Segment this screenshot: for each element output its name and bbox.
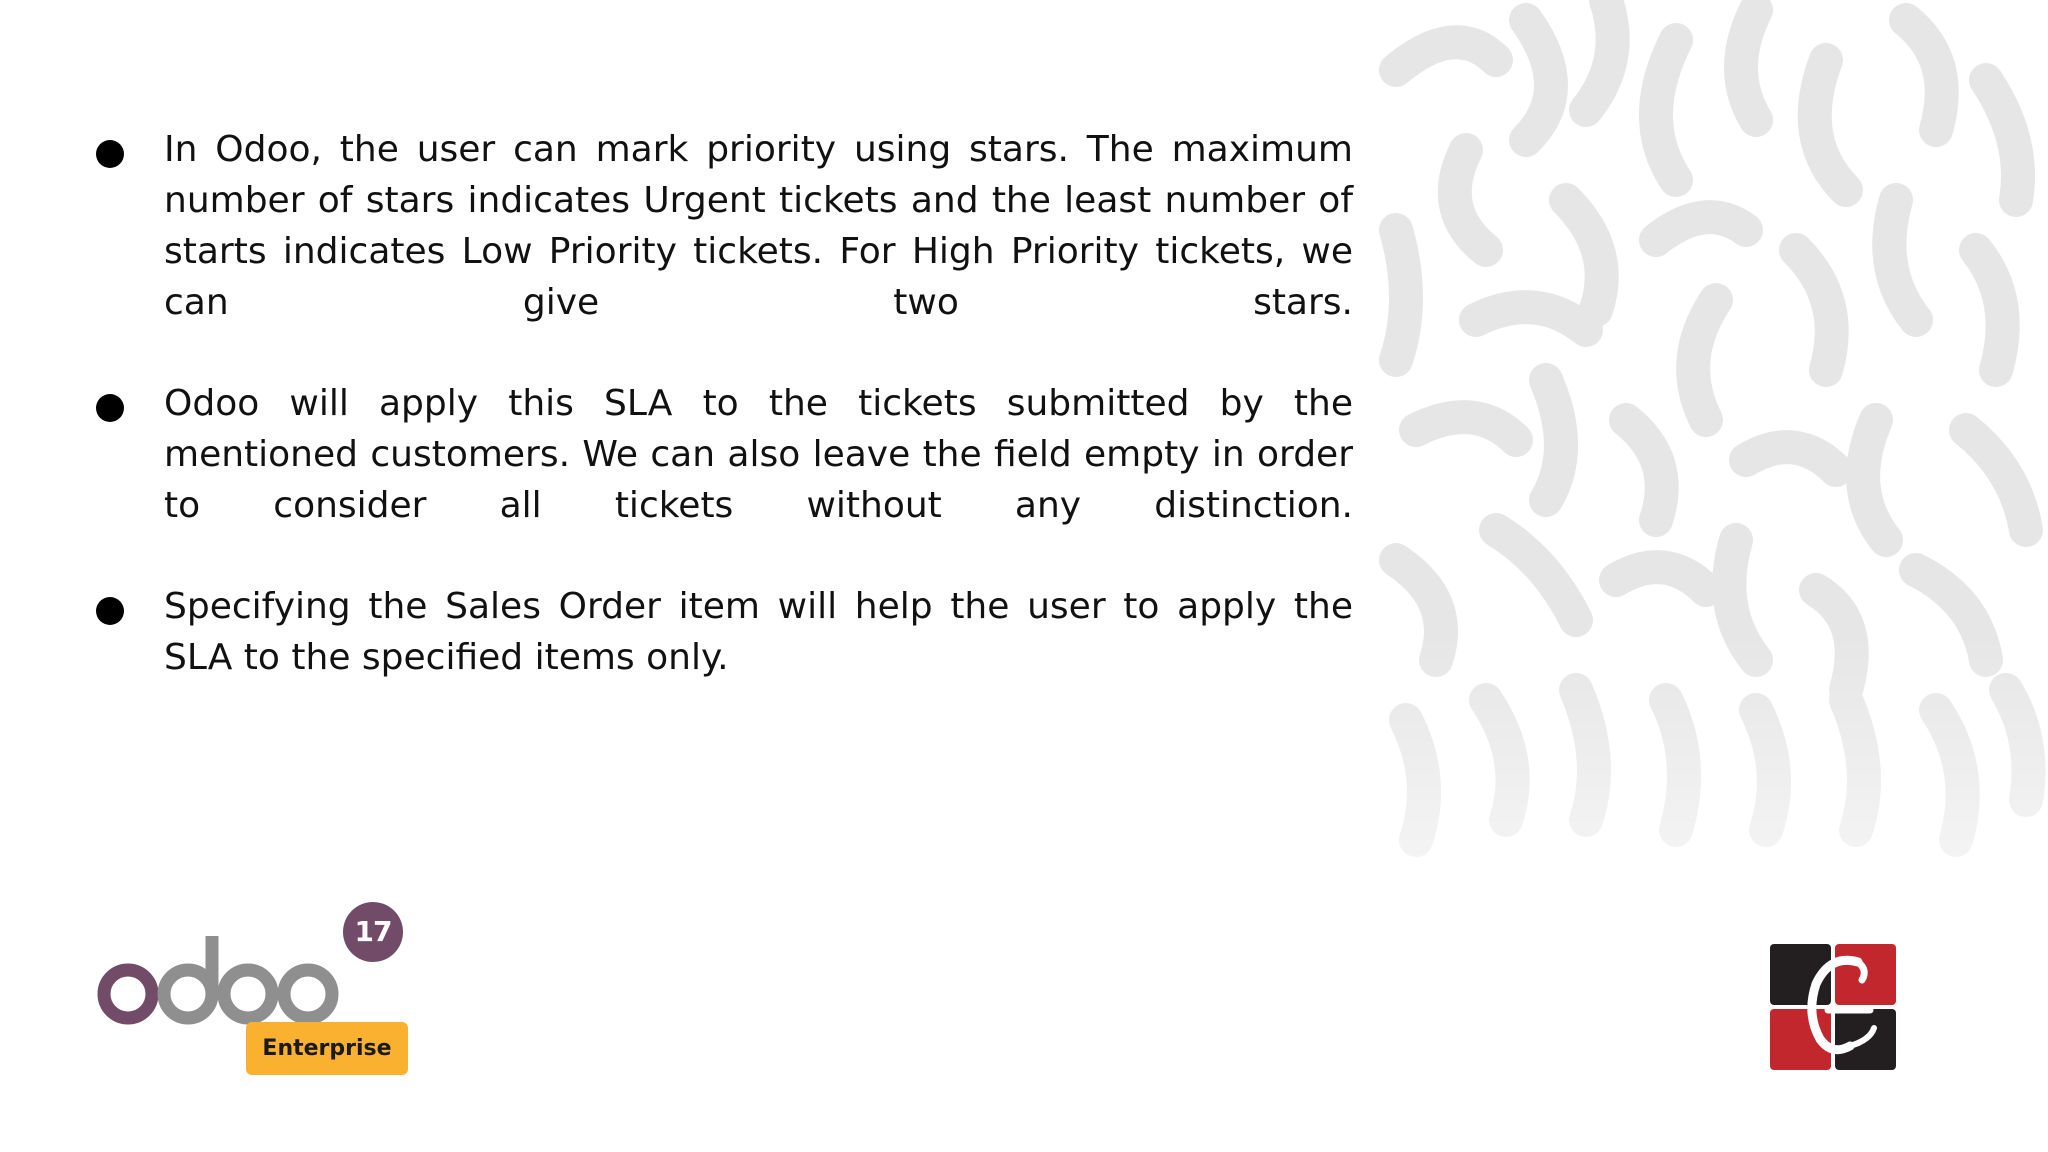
bullet-item <box>96 124 1353 328</box>
edition-badge: Enterprise <box>246 1022 408 1075</box>
version-badge: 17 <box>343 902 403 962</box>
bullet-text: Odoo will apply this SLA to the tickets submitted by the mentioned customers. We can also leave the field empty in order to consider all tickets without any distinction. <box>164 383 1353 526</box>
bullet-dot-icon <box>96 394 124 422</box>
bullet-dot-icon <box>96 140 124 168</box>
pattern-fade-overlay <box>1376 0 2048 1152</box>
bullet-text: In Odoo, the user can mark priority using stars. The maximum number of stars indicates Urgent tickets and the least number of starts indicates Low Priority tickets. For High Priority tickets, we can give two stars. <box>164 129 1353 323</box>
bullet-text: Specifying the Sales Order item will help the user to apply the SLA to the specified items only. <box>164 586 1353 678</box>
bullet-item <box>96 378 1353 531</box>
bullet-dot-icon <box>96 597 124 625</box>
slide-content <box>96 124 1353 733</box>
odoo-logo <box>96 902 426 1082</box>
odoo-wordmark-icon <box>96 936 346 1026</box>
bullet-item <box>96 581 1353 683</box>
ce-monogram-logo-icon <box>1770 944 1896 1070</box>
